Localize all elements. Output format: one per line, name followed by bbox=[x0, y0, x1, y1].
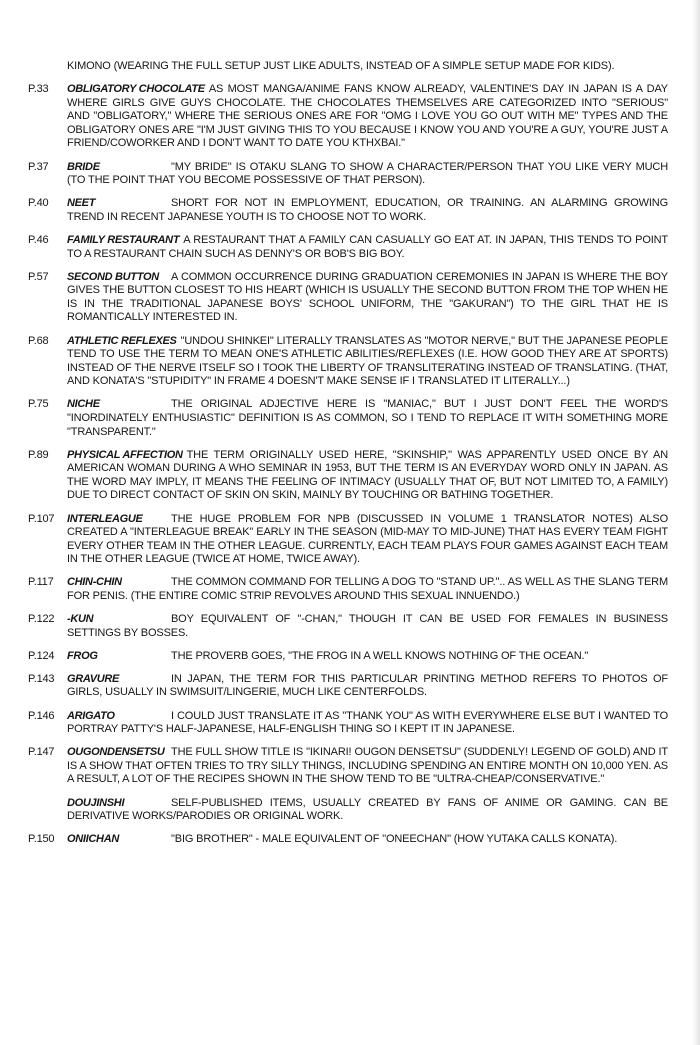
note-entry bbox=[28, 513, 668, 567]
page-edge-shadow bbox=[692, 0, 700, 1045]
note-term: FROG bbox=[67, 649, 98, 662]
page-number: P.75 bbox=[28, 398, 49, 411]
note-text: THE FULL SHOW TITLE IS "IKINARI! OUGON DENSETSU" (SUDDENLY! LEGEND OF GOLD) AND IT IS A SHOW THAT OFTEN TRIES TO TRY SILLY THINGS, INCLUDING SPENDING AN ENTIRE MONTH ON 10,000 YEN. AS A RESULT, A LOT OF THE RECIPES SHOWN IN THE SHOW TEND TO BE "ULTRA-CHEAP/CONSERVATIVE." bbox=[67, 746, 668, 786]
page-number: P.117 bbox=[28, 576, 54, 589]
note-text: A COMMON OCCURRENCE DURING GRADUATION CEREMONIES IN JAPAN IS WHERE THE BOY GIVES THE BUTTON CLOSEST TO HIS HEART (WHICH IS USUALLY THE SECOND BUTTON FROM THE TOP WHEN HE IS IN THE TRADITIONAL JAPANESE BOYS' SCHOOL UNIFORM, THE "GAKURAN") TO THE GIRL THAT HE IS ROMANTICALLY INTERESTED IN. bbox=[67, 270, 668, 324]
note-term: FAMILY RESTAURANT bbox=[67, 233, 180, 246]
note-text: SELF-PUBLISHED ITEMS, USUALLY CREATED BY FANS OF ANIME OR GAMING. CAN BE DERIVATIVE WORKS/PARODIES OR ORIGINAL WORK. bbox=[67, 796, 668, 823]
note-term: PHYSICAL AFFECTION bbox=[67, 448, 183, 461]
note-term: NEET bbox=[67, 197, 96, 210]
note-text: AS MOST MANGA/ANIME FANS KNOW ALREADY, VALENTINE'S DAY IN JAPAN IS A DAY WHERE GIRLS GIVE GUYS CHOCOLATE. THE CHOCOLATES THEMSELVES ARE CATEGORIZED INTO "SERIOUS" AND "OBLIGATORY," WHERE THE SERIOUS ONES ARE FOR "OMG I LOVE YOU GO OUT WITH ME" TYPES AND THE OBLIGATORY ONES ARE "I'M JUST GIVING THIS TO YOU BECAUSE I KNOW YOU AND YOU'RE A GUY, YOU'RE JUST A FRIEND/COWORKER AND I DON'T WANT TO DATE YOU KTHXBAI." bbox=[67, 83, 668, 150]
note-term: CHIN-CHIN bbox=[67, 576, 122, 589]
page-number: P.33 bbox=[28, 83, 49, 96]
note-entry bbox=[28, 398, 668, 439]
note-text: "UNDOU SHINKEI" LITERALLY TRANSLATES AS "MOTOR NERVE," BUT THE JAPANESE PEOPLE TEND TO USE THE TERM TO MEAN ONE'S ATHLETIC ABILITIES/REFLEXES (I.E. HOW GOOD THEY ARE AT SPORTS) INSTEAD OF THE NERVE ITSELF SO I TOOK THE LIBERTY OF TRANSLITERATING INSTEAD OF TRANSLATING. (THAT, AND KONATA'S "STUPIDITY" IN FRAME 4 DOESN'T MAKE SENSE IF I TRANSLATED IT LITERALLY...) bbox=[67, 334, 668, 388]
note-term: ATHLETIC REFLEXES bbox=[67, 334, 177, 347]
note-term: ONIICHAN bbox=[67, 833, 119, 846]
note-text: THE PROVERB GOES, "THE FROG IN A WELL KNOWS NOTHING OF THE OCEAN." bbox=[171, 649, 589, 662]
page-number: P.37 bbox=[28, 160, 49, 173]
note-text: SHORT FOR NOT IN EMPLOYMENT, EDUCATION, OR TRAINING. AN ALARMING GROWING TREND IN RECENT JAPANESE YOUTH IS TO CHOOSE NOT TO WORK. bbox=[67, 197, 668, 223]
note-entry bbox=[28, 335, 668, 389]
note-text: KIMONO (WEARING THE FULL SETUP JUST LIKE ADULTS, INSTEAD OF A SIMPLE SETUP MADE FOR KIDS). bbox=[67, 60, 615, 72]
page-number: P.122 bbox=[28, 613, 55, 626]
page-number: P.150 bbox=[28, 833, 55, 846]
note-term: OBLIGATORY CHOCOLATE bbox=[67, 83, 205, 96]
note-term: INTERLEAGUE bbox=[67, 512, 143, 525]
page-number: P.124 bbox=[28, 649, 55, 662]
note-term: GRAVURE bbox=[67, 672, 120, 685]
page-number: P.89 bbox=[28, 448, 49, 461]
note-entry bbox=[28, 710, 668, 737]
page-number: P.146 bbox=[28, 709, 55, 722]
page-number: P.68 bbox=[28, 334, 49, 347]
page-number: P.147 bbox=[28, 746, 55, 759]
note-entry bbox=[28, 650, 668, 664]
note-term: OUGONDENSETSU bbox=[67, 746, 165, 759]
note-entry bbox=[28, 161, 668, 188]
note-entry bbox=[28, 271, 668, 325]
note-entry bbox=[28, 673, 668, 700]
note-text: A RESTAURANT THAT A FAMILY CAN CASUALLY GO EAT AT. IN JAPAN, THIS TENDS TO POINT TO A RESTAURANT CHAIN SUCH AS DENNY'S OR BOB'S BIG BOY. bbox=[67, 233, 668, 260]
note-text: "BIG BROTHER" - MALE EQUIVALENT OF "ONEECHAN" (HOW YUTAKA CALLS KONATA). bbox=[171, 833, 618, 846]
note-text: THE TERM ORIGINALLY USED HERE, "SKINSHIP," WAS APPARENTLY USED ONCE BY AN AMERICAN WOMAN DURING A WHO SEMINAR IN 1953, BUT THE TERM IS AN EVERYDAY WORD ONLY IN JAPAN. AS THE WORD MAY IMPLY, IT MEANS THE FEELING OF INTIMACY (USUALLY THAT OF, BUT NOT LIMITED TO, A FAMILY) DUE TO DIRECT CONTACT OF SKIN ON SKIN, MAINLY BY TOUCHING OR BATHING TOGETHER. bbox=[67, 448, 668, 502]
note-text: I COULD JUST TRANSLATE IT AS "THANK YOU" AS WITH EVERYWHERE ELSE BUT I WANTED TO PORTRAY PATTY'S HALF-JAPANESE, HALF-ENGLISH THING SO I KEPT IT IN JAPANESE. bbox=[67, 709, 668, 736]
page-number: P.40 bbox=[28, 197, 49, 210]
note-term: DOUJINSHI bbox=[67, 796, 125, 809]
note-term: ARIGATO bbox=[67, 709, 115, 722]
note-term: -KUN bbox=[67, 613, 94, 626]
note-text: THE HUGE PROBLEM FOR NPB (DISCUSSED IN VOLUME 1 TRANSLATOR NOTES) ALSO CREATED A "INTERLEAGUE BREAK" EARLY IN THE SEASON (MID-MAY TO MID-JUNE) THAT HAS EVERY TEAM FIGHT EVERY OTHER TEAM IN THE OTHER LEAGUE. CURRENTLY, EACH TEAM PLAYS FOUR GAMES AGAINST EACH TEAM IN THE OTHER LEAGUE (TWICE AT HOME, TWICE AWAY). bbox=[67, 512, 668, 566]
page-number: P.107 bbox=[28, 512, 55, 525]
note-text: THE ORIGINAL ADJECTIVE HERE IS "MANIAC," BUT I JUST DON'T FEEL THE WORD'S "INORDINATELY ENTHUSIASTIC" DEFINITION IS AS COMMON, SO I TEND TO REPLACE IT WITH SOMETHING MORE "TRANSPARENT." bbox=[67, 398, 668, 438]
note-entry bbox=[28, 234, 668, 261]
page-number bbox=[28, 797, 67, 824]
page-number: P.143 bbox=[28, 672, 55, 685]
note-entry bbox=[28, 197, 668, 224]
note-text: BOY EQUIVALENT OF "-CHAN," THOUGH IT CAN BE USED FOR FEMALES IN BUSINESS SETTINGS BY BOSSES. bbox=[67, 613, 668, 639]
note-entry bbox=[28, 83, 668, 151]
page-number: P.57 bbox=[28, 270, 49, 283]
note-entry bbox=[28, 746, 668, 787]
page-number: P.46 bbox=[28, 233, 49, 246]
note-text: "MY BRIDE" IS OTAKU SLANG TO SHOW A CHARACTER/PERSON THAT YOU LIKE VERY MUCH (TO THE POINT THAT YOU BECOME POSSESSIVE OF THAT PERSON). bbox=[67, 160, 668, 187]
note-entry bbox=[28, 613, 668, 640]
note-entry bbox=[28, 833, 668, 847]
note-term: NICHE bbox=[67, 398, 100, 411]
note-text: IN JAPAN, THE TERM FOR THIS PARTICULAR PRINTING METHOD REFERS TO PHOTOS OF GIRLS, USUALLY IN SWIMSUIT/LINGERIE, MUCH LIKE CENTERFOLDS. bbox=[67, 672, 668, 699]
note-entry bbox=[28, 797, 668, 824]
note-text: THE COMMON COMMAND FOR TELLING A DOG TO "STAND UP.".. AS WELL AS THE SLANG TERM FOR PENIS. (THE ENTIRE COMIC STRIP REVOLVES AROUND THIS SEXUAL INNUENDO.) bbox=[67, 576, 668, 602]
note-entry bbox=[28, 576, 668, 603]
note-continuation bbox=[28, 60, 668, 74]
translator-notes bbox=[28, 60, 668, 856]
note-entry bbox=[28, 449, 668, 503]
note-term: BRIDE bbox=[67, 160, 100, 173]
note-term: SECOND BUTTON bbox=[67, 270, 159, 283]
